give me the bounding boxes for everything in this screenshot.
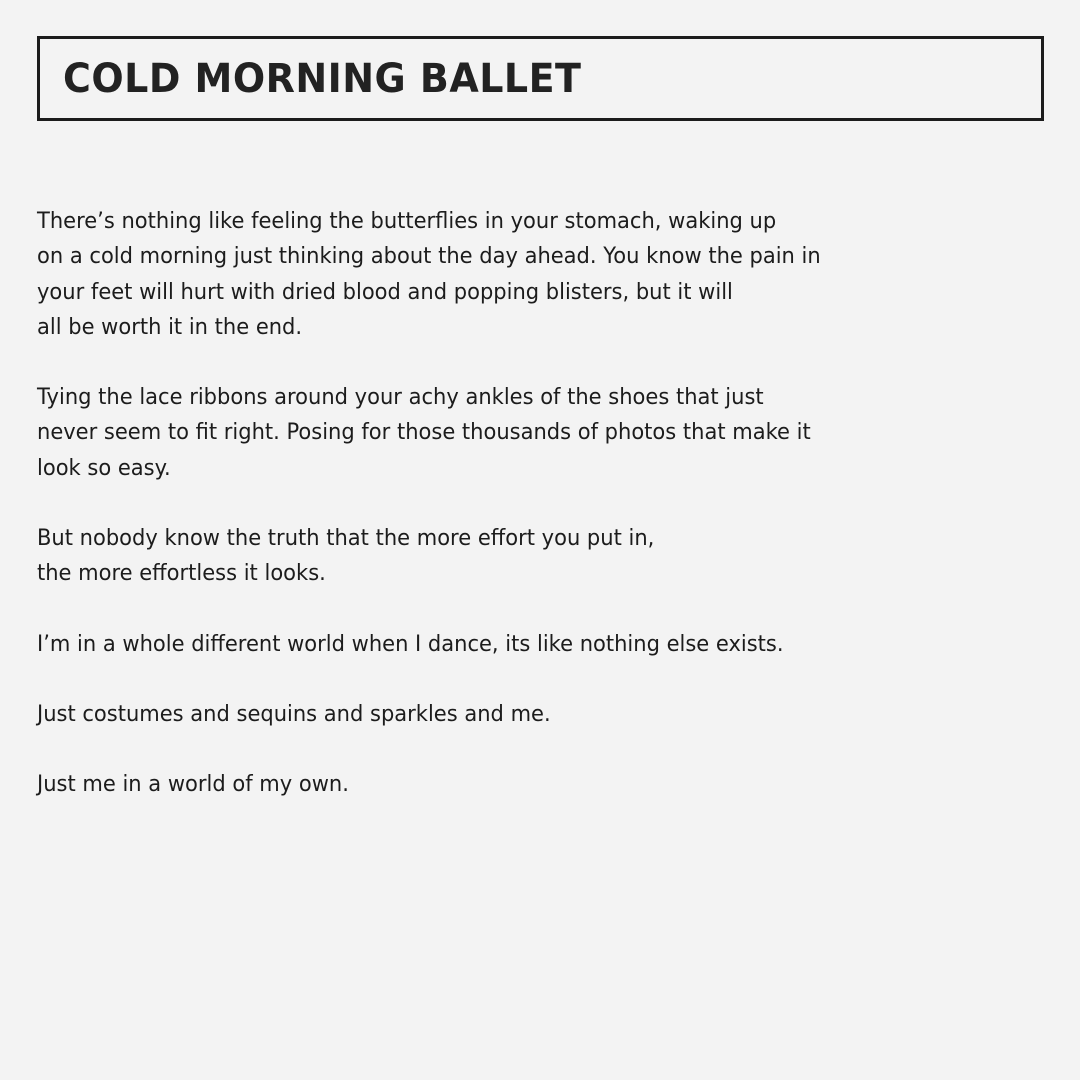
poem-line: your feet will hurt with dried blood and popping blisters, but it will bbox=[37, 279, 733, 305]
stanza bbox=[37, 697, 1037, 732]
title-box bbox=[37, 36, 1044, 121]
poem-body bbox=[37, 204, 1037, 838]
stanza bbox=[37, 767, 1037, 802]
poem-line: Just costumes and sequins and sparkles and me. bbox=[37, 701, 551, 727]
poem-line: look so easy. bbox=[37, 455, 171, 481]
poem-line: never seem to fit right. Posing for those thousands of photos that make it bbox=[37, 420, 811, 446]
poem-line: on a cold morning just thinking about the day ahead. You know the pain in bbox=[37, 244, 821, 270]
poem-line: There’s nothing like feeling the butterflies in your stomach, waking up bbox=[37, 209, 777, 234]
poem-line: I’m in a whole different world when I dance, its like nothing else exists. bbox=[37, 631, 784, 657]
page-title: COLD MORNING BALLET bbox=[63, 55, 582, 102]
poem-line: But nobody know the truth that the more effort you put in, bbox=[37, 526, 655, 552]
stanza bbox=[37, 380, 1037, 486]
poem-line: all be worth it in the end. bbox=[37, 314, 303, 340]
stanza bbox=[37, 521, 1037, 592]
stanza bbox=[37, 627, 1037, 662]
poem-line: Just me in a world of my own. bbox=[37, 772, 349, 798]
poem-line: Tying the lace ribbons around your achy ankles of the shoes that just bbox=[37, 385, 764, 411]
stanza bbox=[37, 204, 1037, 345]
poem-line: the more effortless it looks. bbox=[37, 561, 326, 587]
